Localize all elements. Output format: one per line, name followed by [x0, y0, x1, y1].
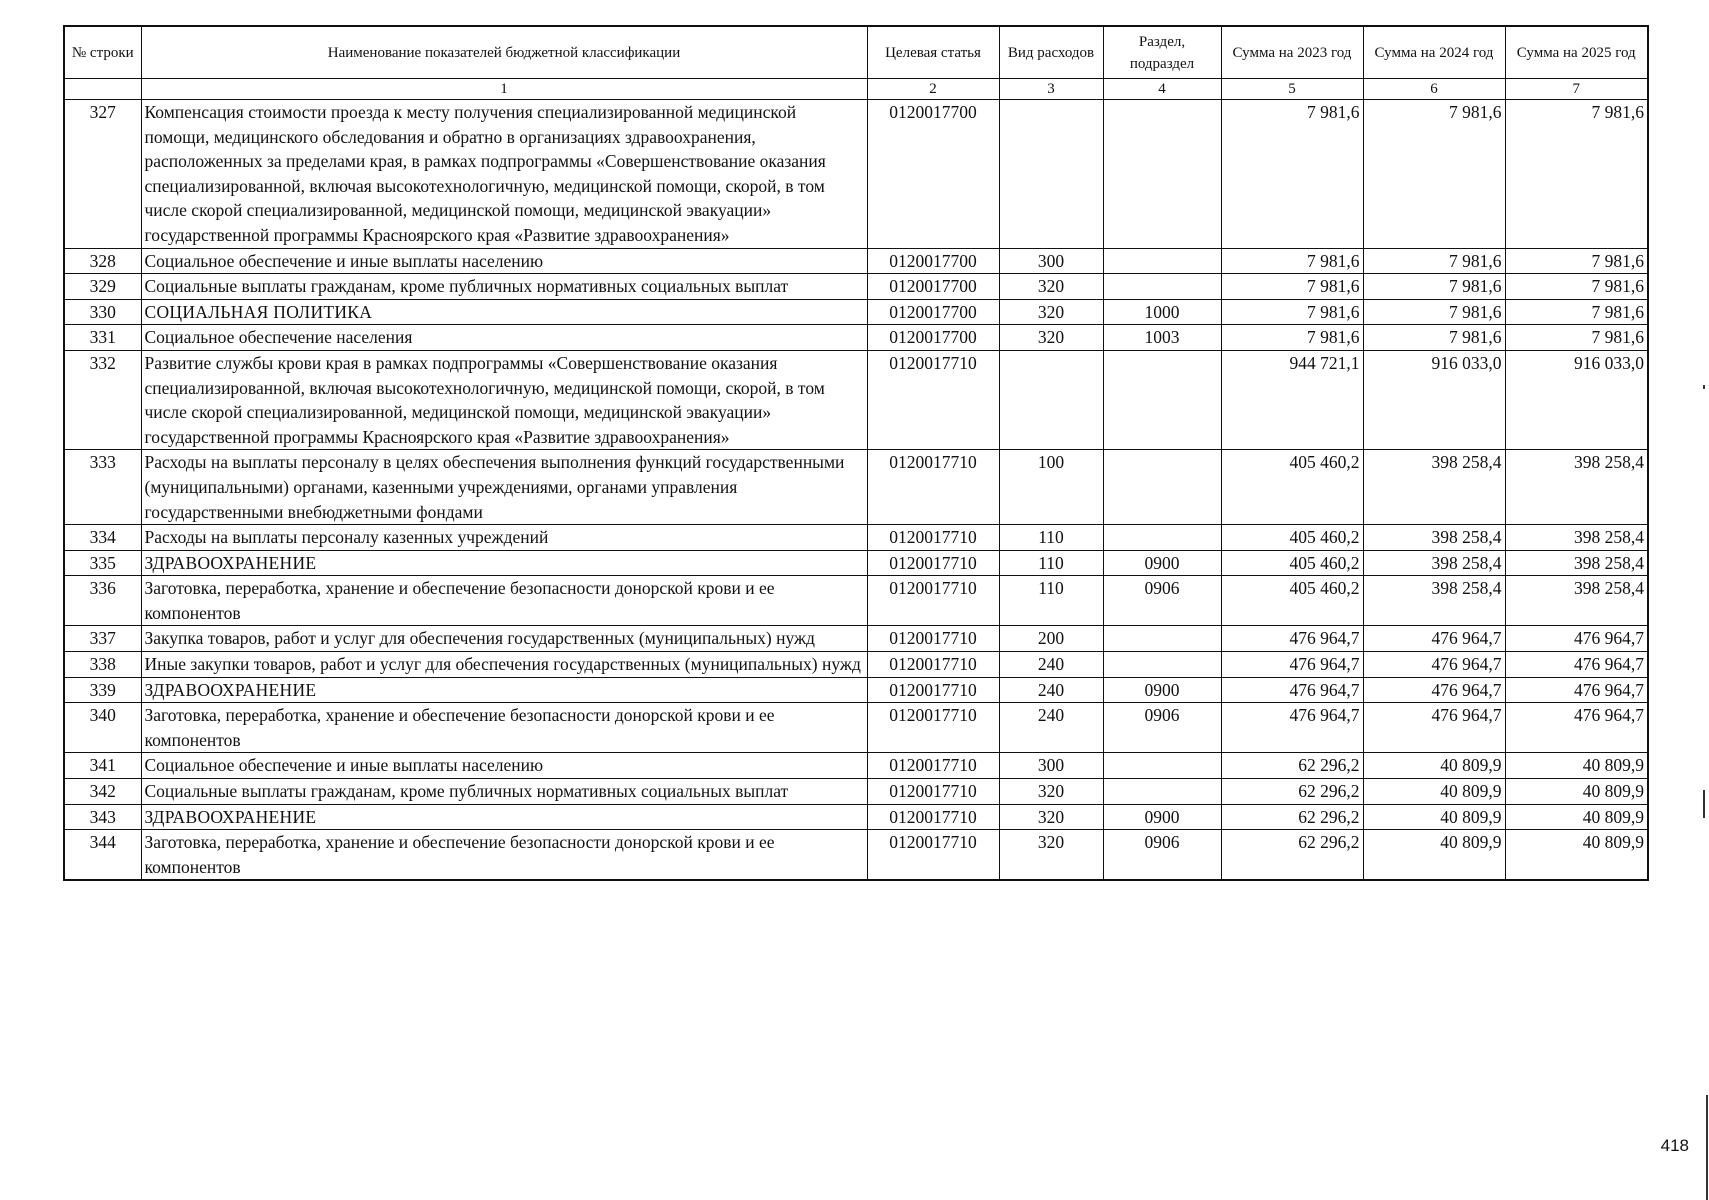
scan-edge-mark: [1703, 790, 1705, 818]
expense-type: [999, 100, 1103, 249]
section-code: [1103, 248, 1221, 274]
target-article: 0120017710: [867, 703, 999, 753]
sum-2025: 398 258,4: [1505, 576, 1648, 626]
indicator-name: ЗДРАВООХРАНЕНИЕ: [141, 550, 867, 576]
section-code: 0906: [1103, 576, 1221, 626]
table-row: [64, 830, 1648, 881]
column-number: 6: [1363, 79, 1505, 100]
indicator-name: Социальные выплаты гражданам, кроме публичных нормативных социальных выплат: [141, 274, 867, 300]
row-number: 340: [64, 703, 141, 753]
table-row: [64, 100, 1648, 249]
column-number: 1: [141, 79, 867, 100]
section-code: 0900: [1103, 550, 1221, 576]
sum-2025: 916 033,0: [1505, 350, 1648, 449]
sum-2024: 398 258,4: [1363, 576, 1505, 626]
sum-2024: 476 964,7: [1363, 677, 1505, 703]
target-article: 0120017700: [867, 248, 999, 274]
section-code: 0906: [1103, 830, 1221, 881]
indicator-name: Иные закупки товаров, работ и услуг для обеспечения государственных (муниципальных) нужд: [141, 652, 867, 678]
header-row: [64, 26, 1648, 79]
expense-type: 300: [999, 753, 1103, 779]
row-number: 328: [64, 248, 141, 274]
row-number: 334: [64, 525, 141, 551]
indicator-name: СОЦИАЛЬНАЯ ПОЛИТИКА: [141, 299, 867, 325]
table-row: [64, 450, 1648, 525]
sum-2024: 476 964,7: [1363, 703, 1505, 753]
table-row: [64, 703, 1648, 753]
row-number: 339: [64, 677, 141, 703]
sum-2024: 7 981,6: [1363, 100, 1505, 249]
column-number-row: [64, 79, 1648, 100]
table-header: [64, 26, 1648, 100]
sum-2023: 405 460,2: [1221, 525, 1363, 551]
expense-type: 110: [999, 550, 1103, 576]
target-article: 0120017710: [867, 450, 999, 525]
expense-type: 320: [999, 325, 1103, 351]
target-article: 0120017710: [867, 350, 999, 449]
indicator-name: Социальное обеспечение населения: [141, 325, 867, 351]
table-body: [64, 100, 1648, 881]
sum-2025: 476 964,7: [1505, 703, 1648, 753]
sum-2023: 62 296,2: [1221, 779, 1363, 805]
section-code: [1103, 652, 1221, 678]
expense-type: 320: [999, 804, 1103, 830]
expense-type: 320: [999, 830, 1103, 881]
column-number: 4: [1103, 79, 1221, 100]
target-article: 0120017700: [867, 274, 999, 300]
header-sum-2023: Сумма на 2023 год: [1221, 26, 1363, 79]
expense-type: 320: [999, 274, 1103, 300]
sum-2025: 476 964,7: [1505, 626, 1648, 652]
row-number: 344: [64, 830, 141, 881]
sum-2024: 40 809,9: [1363, 779, 1505, 805]
table-row: [64, 626, 1648, 652]
row-number: 327: [64, 100, 141, 249]
section-code: 0900: [1103, 804, 1221, 830]
sum-2025: 398 258,4: [1505, 450, 1648, 525]
sum-2025: 40 809,9: [1505, 804, 1648, 830]
sum-2025: 476 964,7: [1505, 677, 1648, 703]
row-number: 332: [64, 350, 141, 449]
budget-table: [63, 25, 1649, 881]
expense-type: 200: [999, 626, 1103, 652]
row-number: 343: [64, 804, 141, 830]
header-row-number: № строки: [64, 26, 141, 79]
sum-2024: 7 981,6: [1363, 299, 1505, 325]
column-number: [64, 79, 141, 100]
row-number: 341: [64, 753, 141, 779]
header-sum-2024: Сумма на 2024 год: [1363, 26, 1505, 79]
target-article: 0120017710: [867, 753, 999, 779]
sum-2023: 62 296,2: [1221, 753, 1363, 779]
sum-2023: 944 721,1: [1221, 350, 1363, 449]
indicator-name: Социальное обеспечение и иные выплаты населению: [141, 248, 867, 274]
header-expense-type: Вид расходов: [999, 26, 1103, 79]
expense-type: [999, 350, 1103, 449]
indicator-name: Закупка товаров, работ и услуг для обеспечения государственных (муниципальных) нужд: [141, 626, 867, 652]
sum-2024: 398 258,4: [1363, 450, 1505, 525]
sum-2023: 62 296,2: [1221, 830, 1363, 881]
expense-type: 320: [999, 299, 1103, 325]
expense-type: 300: [999, 248, 1103, 274]
section-code: [1103, 450, 1221, 525]
sum-2023: 476 964,7: [1221, 652, 1363, 678]
row-number: 333: [64, 450, 141, 525]
row-number: 342: [64, 779, 141, 805]
indicator-name: Социальные выплаты гражданам, кроме публичных нормативных социальных выплат: [141, 779, 867, 805]
table-row: [64, 753, 1648, 779]
sum-2025: 40 809,9: [1505, 830, 1648, 881]
sum-2024: 7 981,6: [1363, 325, 1505, 351]
sum-2025: 7 981,6: [1505, 100, 1648, 249]
sum-2023: 7 981,6: [1221, 325, 1363, 351]
indicator-name: Компенсация стоимости проезда к месту получения специализированной медицинской помощи, медицинского обследования и обратно в организациях здравоохранения, расположенных за пределами края, в рамках подпрограммы «Совершенствование оказания специализированной, включая высокотехнологичную, медицинской помощи, скорой, в том числе скорой специализированной, медицинской помощи, медицинской эвакуации» государственной программы Красноярского края «Развитие здравоохранения»: [141, 100, 867, 249]
indicator-name: ЗДРАВООХРАНЕНИЕ: [141, 677, 867, 703]
expense-type: 110: [999, 525, 1103, 551]
table-row: [64, 248, 1648, 274]
scan-edge-mark: [1706, 1095, 1708, 1200]
section-code: 0906: [1103, 703, 1221, 753]
row-number: 330: [64, 299, 141, 325]
sum-2024: 476 964,7: [1363, 626, 1505, 652]
sum-2023: 7 981,6: [1221, 299, 1363, 325]
indicator-name: ЗДРАВООХРАНЕНИЕ: [141, 804, 867, 830]
header-name: Наименование показателей бюджетной классификации: [141, 26, 867, 79]
target-article: 0120017710: [867, 652, 999, 678]
section-code: [1103, 274, 1221, 300]
target-article: 0120017710: [867, 830, 999, 881]
sum-2025: 7 981,6: [1505, 325, 1648, 351]
table-row: [64, 299, 1648, 325]
sum-2023: 476 964,7: [1221, 677, 1363, 703]
table-row: [64, 804, 1648, 830]
section-code: [1103, 525, 1221, 551]
sum-2025: 7 981,6: [1505, 248, 1648, 274]
sum-2024: 40 809,9: [1363, 830, 1505, 881]
indicator-name: Заготовка, переработка, хранение и обеспечение безопасности донорской крови и ее компонентов: [141, 576, 867, 626]
sum-2024: 476 964,7: [1363, 652, 1505, 678]
section-code: [1103, 350, 1221, 449]
sum-2023: 476 964,7: [1221, 703, 1363, 753]
sum-2024: 916 033,0: [1363, 350, 1505, 449]
header-section: Раздел, подраздел: [1103, 26, 1221, 79]
section-code: 1003: [1103, 325, 1221, 351]
sum-2024: 398 258,4: [1363, 550, 1505, 576]
expense-type: 320: [999, 779, 1103, 805]
column-number: 3: [999, 79, 1103, 100]
section-code: 0900: [1103, 677, 1221, 703]
section-code: [1103, 779, 1221, 805]
indicator-name: Расходы на выплаты персоналу казенных учреждений: [141, 525, 867, 551]
sum-2023: 7 981,6: [1221, 248, 1363, 274]
sum-2025: 40 809,9: [1505, 753, 1648, 779]
table-row: [64, 325, 1648, 351]
indicator-name: Заготовка, переработка, хранение и обеспечение безопасности донорской крови и ее компонентов: [141, 703, 867, 753]
target-article: 0120017710: [867, 550, 999, 576]
target-article: 0120017710: [867, 804, 999, 830]
table-row: [64, 576, 1648, 626]
row-number: 337: [64, 626, 141, 652]
target-article: 0120017700: [867, 100, 999, 249]
target-article: 0120017710: [867, 677, 999, 703]
expense-type: 240: [999, 652, 1103, 678]
target-article: 0120017710: [867, 779, 999, 805]
table-row: [64, 350, 1648, 449]
target-article: 0120017710: [867, 626, 999, 652]
row-number: 329: [64, 274, 141, 300]
header-target-article: Целевая статья: [867, 26, 999, 79]
indicator-name: Расходы на выплаты персоналу в целях обеспечения выполнения функций государственными (муниципальными) органами, казенными учреждениями, органами управления государственными внебюджетными фондами: [141, 450, 867, 525]
expense-type: 100: [999, 450, 1103, 525]
sum-2024: 7 981,6: [1363, 248, 1505, 274]
table-row: [64, 779, 1648, 805]
target-article: 0120017710: [867, 576, 999, 626]
table-row: [64, 677, 1648, 703]
row-number: 331: [64, 325, 141, 351]
sum-2024: 7 981,6: [1363, 274, 1505, 300]
sum-2025: 40 809,9: [1505, 779, 1648, 805]
indicator-name: Социальное обеспечение и иные выплаты населению: [141, 753, 867, 779]
section-code: [1103, 753, 1221, 779]
sum-2025: 476 964,7: [1505, 652, 1648, 678]
sum-2023: 7 981,6: [1221, 274, 1363, 300]
page-number: 418: [1660, 1136, 1689, 1155]
column-number: 7: [1505, 79, 1648, 100]
sum-2025: 7 981,6: [1505, 299, 1648, 325]
sum-2025: 398 258,4: [1505, 525, 1648, 551]
expense-type: 240: [999, 703, 1103, 753]
indicator-name: Развитие службы крови края в рамках подпрограммы «Совершенствование оказания специализированной, включая высокотехнологичную, медицинской помощи, скорой, в том числе скорой специализированной, медицинской помощи, медицинской эвакуации» государственной программы Красноярского края «Развитие здравоохранения»: [141, 350, 867, 449]
table-row: [64, 525, 1648, 551]
target-article: 0120017710: [867, 525, 999, 551]
sum-2024: 40 809,9: [1363, 804, 1505, 830]
sum-2023: 62 296,2: [1221, 804, 1363, 830]
sum-2023: 7 981,6: [1221, 100, 1363, 249]
row-number: 336: [64, 576, 141, 626]
header-sum-2025: Сумма на 2025 год: [1505, 26, 1648, 79]
target-article: 0120017700: [867, 325, 999, 351]
sum-2023: 476 964,7: [1221, 626, 1363, 652]
sum-2024: 40 809,9: [1363, 753, 1505, 779]
sum-2023: 405 460,2: [1221, 576, 1363, 626]
indicator-name: Заготовка, переработка, хранение и обеспечение безопасности донорской крови и ее компонентов: [141, 830, 867, 881]
sum-2025: 7 981,6: [1505, 274, 1648, 300]
section-code: 1000: [1103, 299, 1221, 325]
target-article: 0120017700: [867, 299, 999, 325]
table-row: [64, 274, 1648, 300]
row-number: 338: [64, 652, 141, 678]
expense-type: 110: [999, 576, 1103, 626]
expense-type: 240: [999, 677, 1103, 703]
section-code: [1103, 626, 1221, 652]
sum-2023: 405 460,2: [1221, 550, 1363, 576]
column-number: 5: [1221, 79, 1363, 100]
row-number: 335: [64, 550, 141, 576]
column-number: 2: [867, 79, 999, 100]
table-row: [64, 550, 1648, 576]
section-code: [1103, 100, 1221, 249]
sum-2024: 398 258,4: [1363, 525, 1505, 551]
sum-2023: 405 460,2: [1221, 450, 1363, 525]
sum-2025: 398 258,4: [1505, 550, 1648, 576]
scan-edge-mark: [1703, 385, 1705, 389]
table-row: [64, 652, 1648, 678]
